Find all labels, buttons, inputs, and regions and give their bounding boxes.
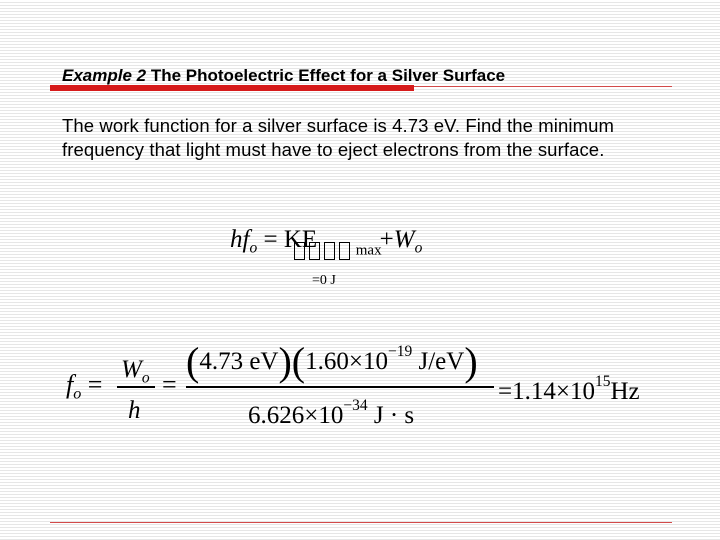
eq1-subscript-row [292,242,382,260]
eq2-equals: = [87,370,103,399]
eq2-frac1-denominator: h [128,397,141,424]
footer-divider [50,522,672,523]
title-accent-bar [50,85,414,91]
eq1-ke: KE [283,226,318,253]
eq1-h: h [230,226,243,253]
eq2-lhs [66,370,102,404]
eq2-frac1-numerator: $W_o$ [121,356,150,387]
missing-glyph-box-icon [294,242,305,260]
eq2-frac1-bar [117,386,155,388]
eq1-plus: + [379,226,394,253]
eq1-zero-label: =0 J [312,273,336,288]
missing-glyph-box-icon [324,242,335,260]
eq2-equals-2: = [162,370,177,399]
missing-glyph-box-icon [309,242,320,260]
eq2-result: $=1.14\times 10^{15}Hz$ [498,373,640,406]
eq1-f-sub: o [249,239,258,257]
eq1-w: W [393,226,415,253]
eq2-frac2-denominator: $6.626\times 10^{-34}$ J · s [248,397,415,430]
eq2-f-sub: o [73,385,82,403]
eq2-f: f [66,370,74,399]
slide-title [62,66,505,86]
title-example-label: Example 2 [62,66,147,85]
title-text: The Photoelectric Effect for a Silver Surface [150,66,506,85]
problem-statement: The work function for a silver surface is 4.73 eV. Find the minimum frequency that light must have to eject electrons from the surface. [62,115,614,160]
eq1-max-sub: max [355,242,382,259]
eq2-frac2-bar [186,386,494,388]
missing-glyph-box-icon [339,242,350,260]
eq1-w-sub: o [414,239,423,257]
eq1-equals: = [263,226,278,253]
eq1-f: f [242,226,250,253]
eq2-frac2-numerator: (4.73 $eV)(1.60\times 10^{-19}$ J/eV) [186,339,478,384]
eq2-value-ev: 4.73 eV [199,348,279,375]
